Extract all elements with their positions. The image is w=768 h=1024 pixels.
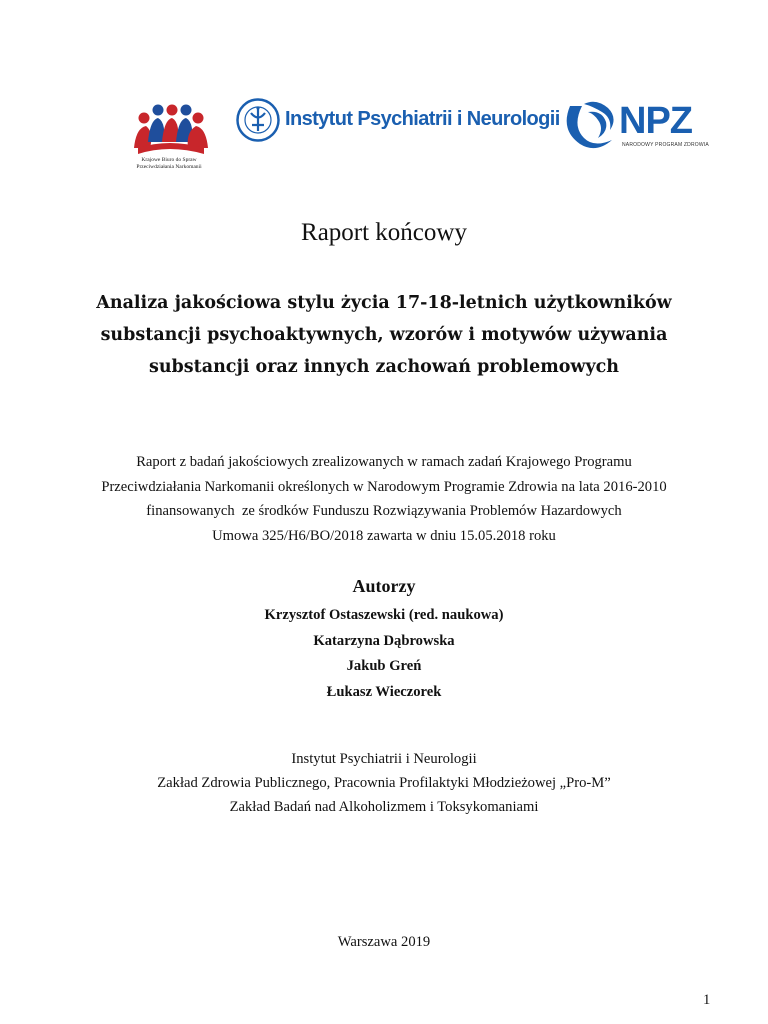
npz-logo-name: NPZ [619, 100, 692, 142]
npz-logo-subtitle: NARODOWY PROGRAM ZDROWIA [622, 142, 709, 148]
description-line: Raport z badań jakościowych zrealizowanych w ramach zadań Krajowego Programu [136, 454, 632, 470]
report-description [0, 450, 768, 548]
report-title: Raport końcowy [301, 219, 467, 246]
institution-line: Instytut Psychiatrii i Neurologii [291, 751, 477, 767]
kbpn-people-logo-icon [128, 102, 210, 158]
npz-logo [562, 100, 712, 154]
report-subtitle [0, 287, 768, 383]
subtitle-line: substancji oraz innych zachowań problemowych [148, 357, 620, 377]
description-line: Umowa 325/H6/BO/2018 zawarta w dniu 15.05.2018 roku [212, 527, 556, 544]
npz-swoosh-icon [562, 100, 618, 152]
ipin-logo-name: Instytut Psychiatrii i Neurologii [285, 108, 560, 130]
ipin-logo [236, 98, 560, 146]
ipin-seal-icon [236, 98, 280, 142]
institution-line: Zakład Badań nad Alkoholizmem i Toksykomaniami [229, 799, 539, 815]
author-name: Jakub Greń [346, 658, 422, 674]
authors-heading: Autorzy [352, 576, 416, 596]
authors-list [0, 603, 768, 705]
institution-line: Zakład Zdrowia Publicznego, Pracownia Profilaktyki Młodzieżowej „Pro-M” [157, 775, 611, 791]
page-number: 1 [703, 992, 711, 1008]
author-name: Katarzyna Dąbrowska [313, 632, 455, 649]
kbpn-logo-caption: Krajowe Biuro do Spraw Przeciwdziałania Narkomanii [136, 157, 202, 170]
institution-block [0, 747, 768, 819]
author-name: Krzysztof Ostaszewski (red. naukowa) [264, 607, 504, 623]
description-line: Przeciwdziałania Narkomanii określonych w Narodowym Programie Zdrowia na lata 2016-2010 [101, 478, 667, 495]
author-name: Łukasz Wieczorek [326, 683, 442, 700]
kbpn-logo [128, 102, 210, 178]
description-line: finansowanych ze środków Funduszu Rozwiązywania Problemów Hazardowych [146, 503, 622, 519]
place-year: Warszawa 2019 [337, 934, 431, 950]
subtitle-line: Analiza jakościowa stylu życia 17-18-letnich użytkowników [96, 293, 672, 313]
subtitle-line: substancji psychoaktywnych, wzorów i motywów używania [100, 325, 668, 345]
